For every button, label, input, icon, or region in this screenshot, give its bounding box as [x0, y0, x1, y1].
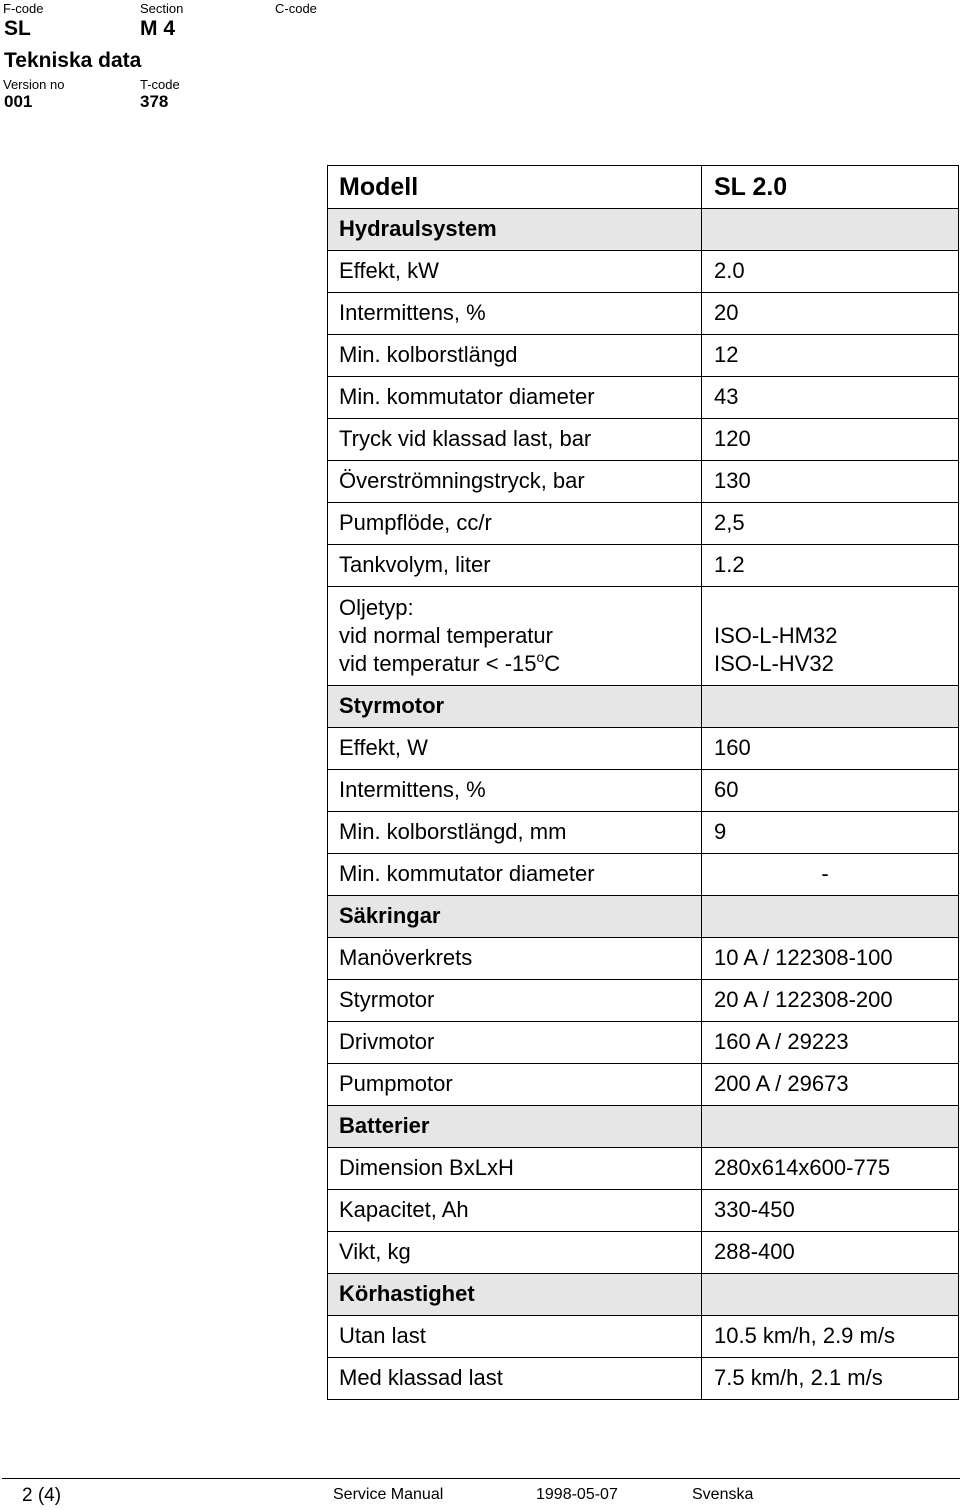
row-label: Intermittens, %	[328, 293, 702, 335]
row-label: Drivmotor	[328, 1022, 702, 1064]
row-label: Min. kolborstlängd	[328, 335, 702, 377]
row-label: Dimension BxLxH	[328, 1148, 702, 1190]
row-label: Överströmningstryck, bar	[328, 461, 702, 503]
table-row	[328, 503, 959, 545]
row-value: 280x614x600-775	[702, 1148, 959, 1190]
fcode-value: SL	[4, 17, 31, 40]
table-row	[328, 545, 959, 587]
row-value: 10.5 km/h, 2.9 m/s	[702, 1316, 959, 1358]
row-value: 1.2	[702, 545, 959, 587]
row-value: 10 A / 122308-100	[702, 938, 959, 980]
table-row	[328, 293, 959, 335]
oil-type-values	[702, 587, 959, 686]
row-value: 160 A / 29223	[702, 1022, 959, 1064]
section-title: Körhastighet	[328, 1274, 702, 1316]
table-row	[328, 770, 959, 812]
row-label: Manöverkrets	[328, 938, 702, 980]
table-row	[328, 728, 959, 770]
table-row	[328, 1358, 959, 1400]
row-label: Intermittens, %	[328, 770, 702, 812]
row-value: 7.5 km/h, 2.1 m/s	[702, 1358, 959, 1400]
row-value: 20 A / 122308-200	[702, 980, 959, 1022]
table-row	[328, 1232, 959, 1274]
row-label: Effekt, W	[328, 728, 702, 770]
fcode-label: F-code	[3, 1, 44, 16]
doc-title: Tekniska data	[4, 49, 142, 72]
row-label: Styrmotor	[328, 980, 702, 1022]
footer-language: Svenska	[692, 1486, 754, 1503]
table-row	[328, 251, 959, 293]
table-row-oil-type	[328, 587, 959, 686]
table-row	[328, 938, 959, 980]
row-value: 20	[702, 293, 959, 335]
row-value: 288-400	[702, 1232, 959, 1274]
footer-divider	[2, 1478, 960, 1479]
version-label: Version no	[3, 77, 65, 92]
row-value: 200 A / 29673	[702, 1064, 959, 1106]
row-label: Tankvolym, liter	[328, 545, 702, 587]
row-label: Min. kolborstlängd, mm	[328, 812, 702, 854]
row-label: Kapacitet, Ah	[328, 1190, 702, 1232]
section-row-hydraulsystem	[328, 209, 959, 251]
table-row	[328, 1064, 959, 1106]
row-value: 160	[702, 728, 959, 770]
oil-type-value-normal: ISO-L-HM32	[714, 623, 838, 648]
row-value: 130	[702, 461, 959, 503]
row-value: 2.0	[702, 251, 959, 293]
table-row	[328, 377, 959, 419]
section-value: M 4	[140, 17, 176, 40]
row-label: Pumpmotor	[328, 1064, 702, 1106]
oil-type-label	[328, 587, 702, 686]
section-title: Styrmotor	[328, 686, 702, 728]
row-label: Med klassad last	[328, 1358, 702, 1400]
degree-sup: o	[536, 648, 545, 665]
row-value: 43	[702, 377, 959, 419]
row-value: 2,5	[702, 503, 959, 545]
tcode-value: 378	[140, 92, 169, 111]
section-row-korhastighet	[328, 1274, 959, 1316]
oil-type-normal: vid normal temperatur	[339, 622, 553, 648]
row-value: 9	[702, 812, 959, 854]
table-row	[328, 419, 959, 461]
ccode-label: C-code	[275, 1, 317, 16]
page-number: 2 (4)	[22, 1485, 62, 1506]
tcode-label: T-code	[140, 77, 180, 92]
model-row	[328, 166, 959, 209]
section-title: Hydraulsystem	[328, 209, 702, 251]
version-value: 001	[4, 92, 33, 111]
model-value: SL 2.0	[702, 166, 959, 209]
section-row-sakringar	[328, 896, 959, 938]
model-label: Modell	[328, 166, 702, 209]
oil-type-heading: Oljetyp:	[339, 594, 414, 620]
section-row-styrmotor	[328, 686, 959, 728]
row-value: 330-450	[702, 1190, 959, 1232]
table-row	[328, 1190, 959, 1232]
table-row	[328, 854, 959, 896]
row-value: 60	[702, 770, 959, 812]
row-label: Tryck vid klassad last, bar	[328, 419, 702, 461]
table-row	[328, 1022, 959, 1064]
table-row	[328, 980, 959, 1022]
oil-type-value-cold: ISO-L-HV32	[714, 651, 834, 676]
row-label: Vikt, kg	[328, 1232, 702, 1274]
section-title: Batterier	[328, 1106, 702, 1148]
section-label: Section	[140, 1, 184, 16]
row-label: Pumpflöde, cc/r	[328, 503, 702, 545]
table-row	[328, 461, 959, 503]
table-row	[328, 1316, 959, 1358]
oil-type-cold: vid temperatur < $-15^oC$	[339, 648, 561, 676]
table-row	[328, 1148, 959, 1190]
row-label: Min. kommutator diameter	[328, 854, 702, 896]
row-value: 12	[702, 335, 959, 377]
table-row	[328, 335, 959, 377]
footer-manual: Service Manual	[333, 1486, 444, 1503]
row-label: Effekt, kW	[328, 251, 702, 293]
row-value: 120	[702, 419, 959, 461]
row-label: Min. kommutator diameter	[328, 377, 702, 419]
spec-table	[327, 165, 959, 1400]
section-row-batterier	[328, 1106, 959, 1148]
row-value: -	[702, 854, 959, 896]
section-title: Säkringar	[328, 896, 702, 938]
table-row	[328, 812, 959, 854]
footer-date: 1998-05-07	[536, 1486, 618, 1503]
row-label: Utan last	[328, 1316, 702, 1358]
